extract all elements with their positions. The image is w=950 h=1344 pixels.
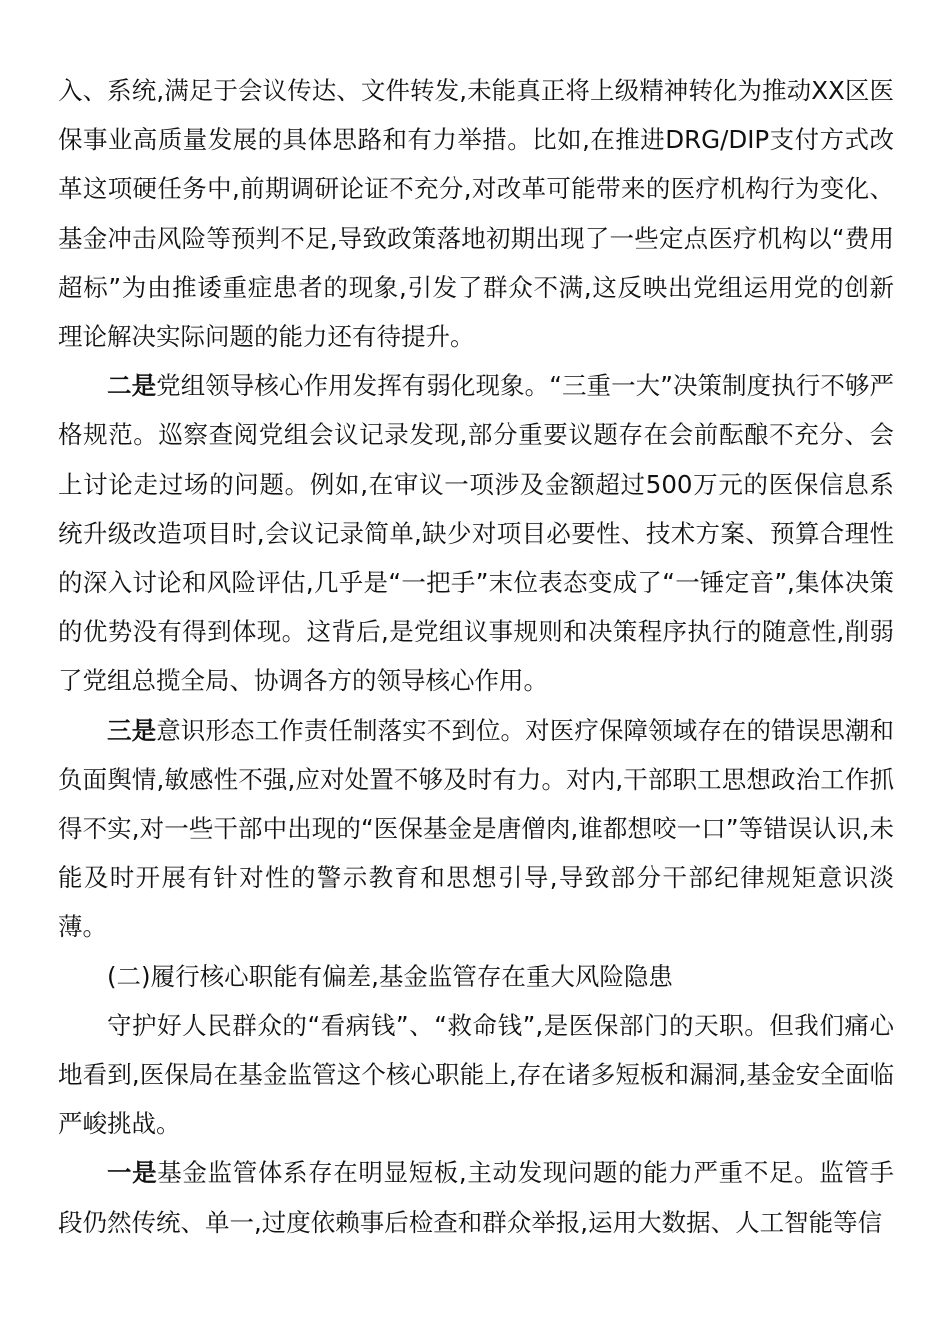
paragraph-lead: 三是 (107, 715, 157, 745)
paragraph-continuation (58, 66, 894, 361)
paragraph-text: 意识形态工作责任制落实不到位。对医疗保障领域存在的错误思潮和负面舆情,敏感性不强,应对处置不够及时有力。对内,干部职工思想政治工作抓得不实,对一些干部中出现的“医保基金是唐僧肉,谁都想咬一口”等错误认识,未能及时开展有针对性的警示教育和思想引导,导致部分干部纪律规矩意识淡薄。 (58, 715, 895, 942)
paragraph-point-three (58, 706, 894, 952)
paragraph-lead: 二是 (107, 371, 157, 401)
paragraph-intro (58, 1001, 894, 1149)
paragraph-text: 基金监管体系存在明显短板,主动发现问题的能力严重不足。监管手段仍然传统、单一,过度依赖事后检查和群众举报,运用大数据、人工智能等信 (58, 1158, 894, 1237)
paragraph-point-two (58, 361, 894, 705)
section-heading-text: (二)履行核心职能有偏差,基金监管存在重大风险隐患 (107, 961, 673, 991)
section-heading (58, 952, 894, 1001)
paragraph-text: 党组领导核心作用发挥有弱化现象。“三重一大”决策制度执行不够严格规范。巡察查阅党组会议记录发现,部分重要议题存在会前酝酿不充分、会上讨论走过场的问题。例如,在审议一项涉及金额超过500万元的医保信息系统升级改造项目时,会议记录简单,缺少对项目必要性、技术方案、预算合理性的深入讨论和风险评估,几乎是“一把手”末位表态变成了“一锤定音”,集体决策的优势没有得到体现。这背后,是党组议事规则和决策程序执行的随意性,削弱了党组总揽全局、协调各方的领导核心作用。 (58, 371, 895, 696)
paragraph-text: 入、系统,满足于会议传达、文件转发,未能真正将上级精神转化为推动XX区医保事业高质量发展的具体思路和有力举措。比如,在推进DRG/DIP支付方式改革这项硬任务中,前期调研论证不充分,对改革可能带来的医疗机构行为变化、基金冲击风险等预判不足,导致政策落地初期出现了一些定点医疗机构以“费用超标”为由推诿重症患者的现象,引发了群众不满,这反映出党组运用党的创新理论解决实际问题的能力还有待提升。 (58, 76, 894, 352)
paragraph-lead: 一是 (107, 1158, 158, 1188)
paragraph-text: 守护好人民群众的“看病钱”、“救命钱”,是医保部门的天职。但我们痛心地看到,医保局在基金监管这个核心职能上,存在诸多短板和漏洞,基金安全面临严峻挑战。 (58, 1010, 894, 1139)
document-page (58, 66, 894, 1247)
paragraph-point-one (58, 1148, 894, 1246)
